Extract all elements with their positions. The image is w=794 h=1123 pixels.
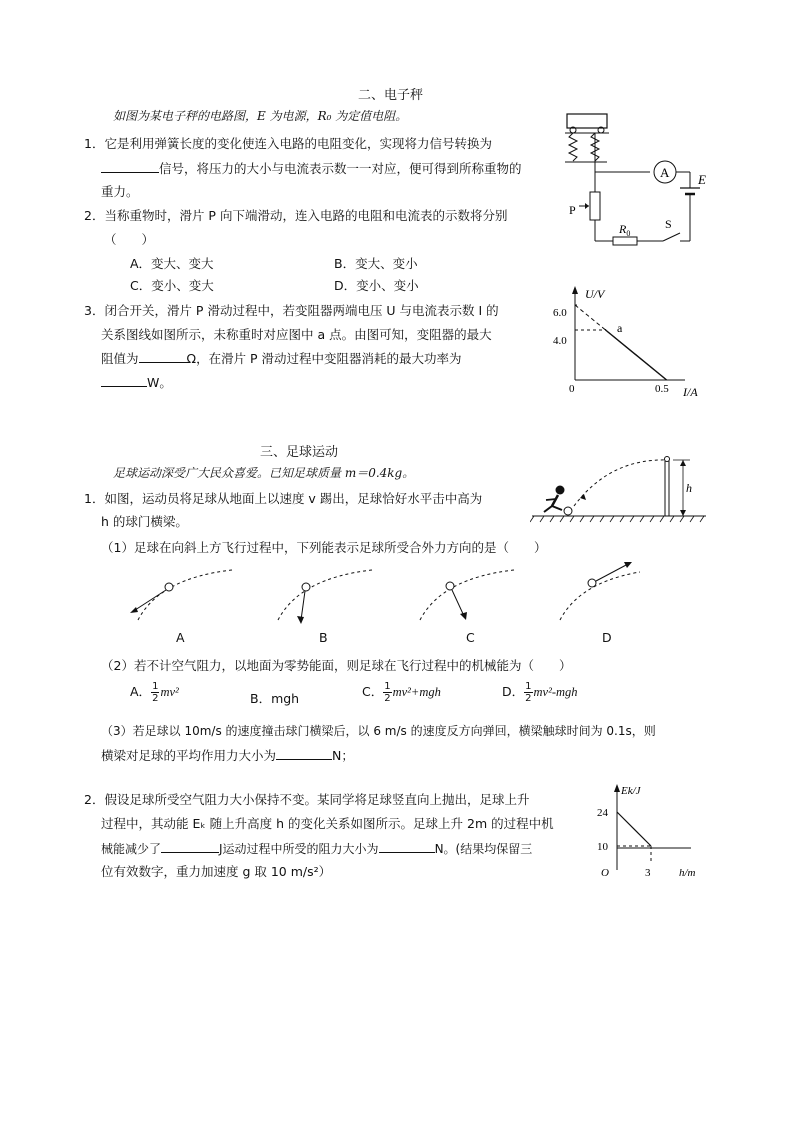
resistor-label: $R_0$ (619, 222, 631, 238)
y-tick-label: 24 (597, 807, 608, 819)
ui-graph (545, 282, 715, 402)
s3-q2-line4: 位有效数字，重力加速度 g 取 10 m/s²） (101, 864, 332, 879)
y-tick-label: 6.0 (553, 307, 567, 319)
x-axis-label: h/m (679, 867, 696, 879)
origin-label: 0 (569, 383, 575, 395)
s3-q1-line1: 1．如图，运动员将足球从地面上以速度 v 踢出，足球恰好水平击中高为 (84, 491, 483, 506)
q2-option-c[interactable]: C．变小、变大 (130, 278, 214, 293)
choice-d-figure (560, 562, 640, 620)
choice-label-d[interactable]: D (602, 630, 612, 645)
player-icon (544, 486, 565, 513)
q2-option-b[interactable]: B．变大、变小 (334, 256, 418, 271)
section-intro-football: 足球运动深受广大民众喜爱。已知足球质量 m＝0.4kg。 (113, 466, 415, 480)
y-tick-label: 10 (597, 841, 608, 853)
answer-blank[interactable] (276, 745, 332, 760)
q3-line1: 3．闭合开关，滑片 P 滑动过程中，若变阻器两端电压 U 与电流表示数 I 的 (84, 303, 499, 318)
answer-blank[interactable] (161, 838, 219, 853)
section-intro-scale: 如图为某电子秤的电路图，E 为电源，R₀ 为定值电阻。 (113, 109, 408, 123)
x-tick-label: 3 (645, 867, 651, 879)
s3-q1-sub3-line1: （3）若足球以 10m/s 的速度撞击球门横梁后，以 6 m/s 的速度反方向弹回，横梁触球时间为 0.1s，则 (101, 724, 656, 738)
q3-line4: W。 (101, 372, 172, 393)
answer-blank[interactable] (101, 158, 159, 173)
s3-q2-line2: 过程中，其动能 Eₖ 随上升高度 h 的变化关系如图所示。足球上升 2m 的过程中机 (101, 816, 554, 831)
q1-line1: 1．它是利用弹簧长度的变化使连入电路的电阻变化，实现将力信号转换为 (84, 136, 492, 151)
choice-c-figure (420, 570, 514, 620)
q2-option-d[interactable]: D．变小、变小 (334, 278, 419, 293)
s3-sub2-option-b[interactable]: B．mgh (250, 691, 300, 706)
s3-q2-line3: 械能减少了 J运动过程中所受的阻力大小为 N。(结果均保留三 (101, 838, 532, 859)
y-axis-label: Ek/J (621, 785, 641, 797)
s3-q1-sub3-line2: 横梁对足球的平均作用力大小为 N； (101, 745, 354, 766)
choice-label-a[interactable]: A (176, 630, 185, 645)
goal-post-icon (665, 460, 669, 516)
answer-blank[interactable] (139, 348, 187, 363)
resistor-icon (613, 237, 637, 245)
section-title-football: 三、足球运动 (260, 445, 339, 460)
s3-q1-sub2: （2）若不计空气阻力，以地面为零势能面，则足球在飞行过程中的机械能为（ ） (101, 658, 572, 673)
s3-sub2-option-a[interactable]: A． $\frac{1}{2}$ mv² (130, 681, 179, 704)
y-axis-label: U/V (585, 287, 605, 301)
answer-blank[interactable] (379, 838, 435, 853)
ball-icon (564, 507, 572, 515)
q3-line3: 阻值为 Ω，在滑片 P 滑动过程中变阻器消耗的最大功率为 (101, 348, 462, 369)
q3-line2: 关系图线如图所示，未称重时对应图中 a 点。由图可知，变阻器的最大 (101, 327, 492, 342)
y-tick-label: 4.0 (553, 335, 567, 347)
ammeter-label: A (660, 165, 670, 180)
circuit-diagram (555, 108, 715, 248)
choice-a-figure (130, 570, 232, 620)
choice-label-b[interactable]: B (319, 630, 328, 645)
q2-option-a[interactable]: A．变大、变大 (130, 256, 214, 271)
choice-label-c[interactable]: C (466, 630, 475, 645)
football-figure (530, 448, 712, 524)
s3-sub2-option-d[interactable]: D． $\frac{1}{2}$ mv²-mgh (502, 681, 578, 704)
s3-q1-sub1: （1）足球在向斜上方飞行过程中，下列能表示足球所受合外力方向的是（ ） (101, 540, 547, 555)
q2-line1: 2．当称重物时，滑片 P 向下端滑动，连入电路的电阻和电流表的示数将分别 (84, 208, 508, 223)
x-tick-label: 0.5 (655, 383, 669, 395)
height-label: h (686, 481, 692, 495)
switch-icon (663, 233, 680, 241)
s3-q2-line1: 2．假设足球所受空气阻力大小保持不变。某同学将足球竖直向上抛出，足球上升 (84, 792, 530, 807)
ek-h-graph (595, 780, 715, 880)
ek-line (617, 812, 651, 846)
origin-label: O (601, 867, 609, 879)
force-choices-figure (120, 562, 640, 630)
q2-line2: （ ） (104, 232, 155, 247)
s3-q1-line2: h 的球门横梁。 (101, 514, 188, 529)
q1-line3: 重力。 (101, 184, 139, 199)
ui-line-solid (606, 330, 667, 380)
answer-blank[interactable] (101, 372, 147, 387)
rheostat-icon (590, 192, 600, 220)
slider-label: P (569, 203, 576, 217)
q1-line2: 信号，将压力的大小与电流表示数一一对应，便可得到所称重物的 (101, 158, 522, 179)
x-axis-label: I/A (683, 385, 698, 399)
point-a-label: a (617, 321, 623, 335)
choice-b-figure (278, 570, 372, 624)
s3-sub2-option-c[interactable]: C． $\frac{1}{2}$ mv²+mgh (362, 681, 441, 704)
section-title-scale: 二、电子秤 (358, 88, 424, 103)
battery-label: E (698, 172, 706, 187)
switch-label: S (665, 217, 672, 231)
